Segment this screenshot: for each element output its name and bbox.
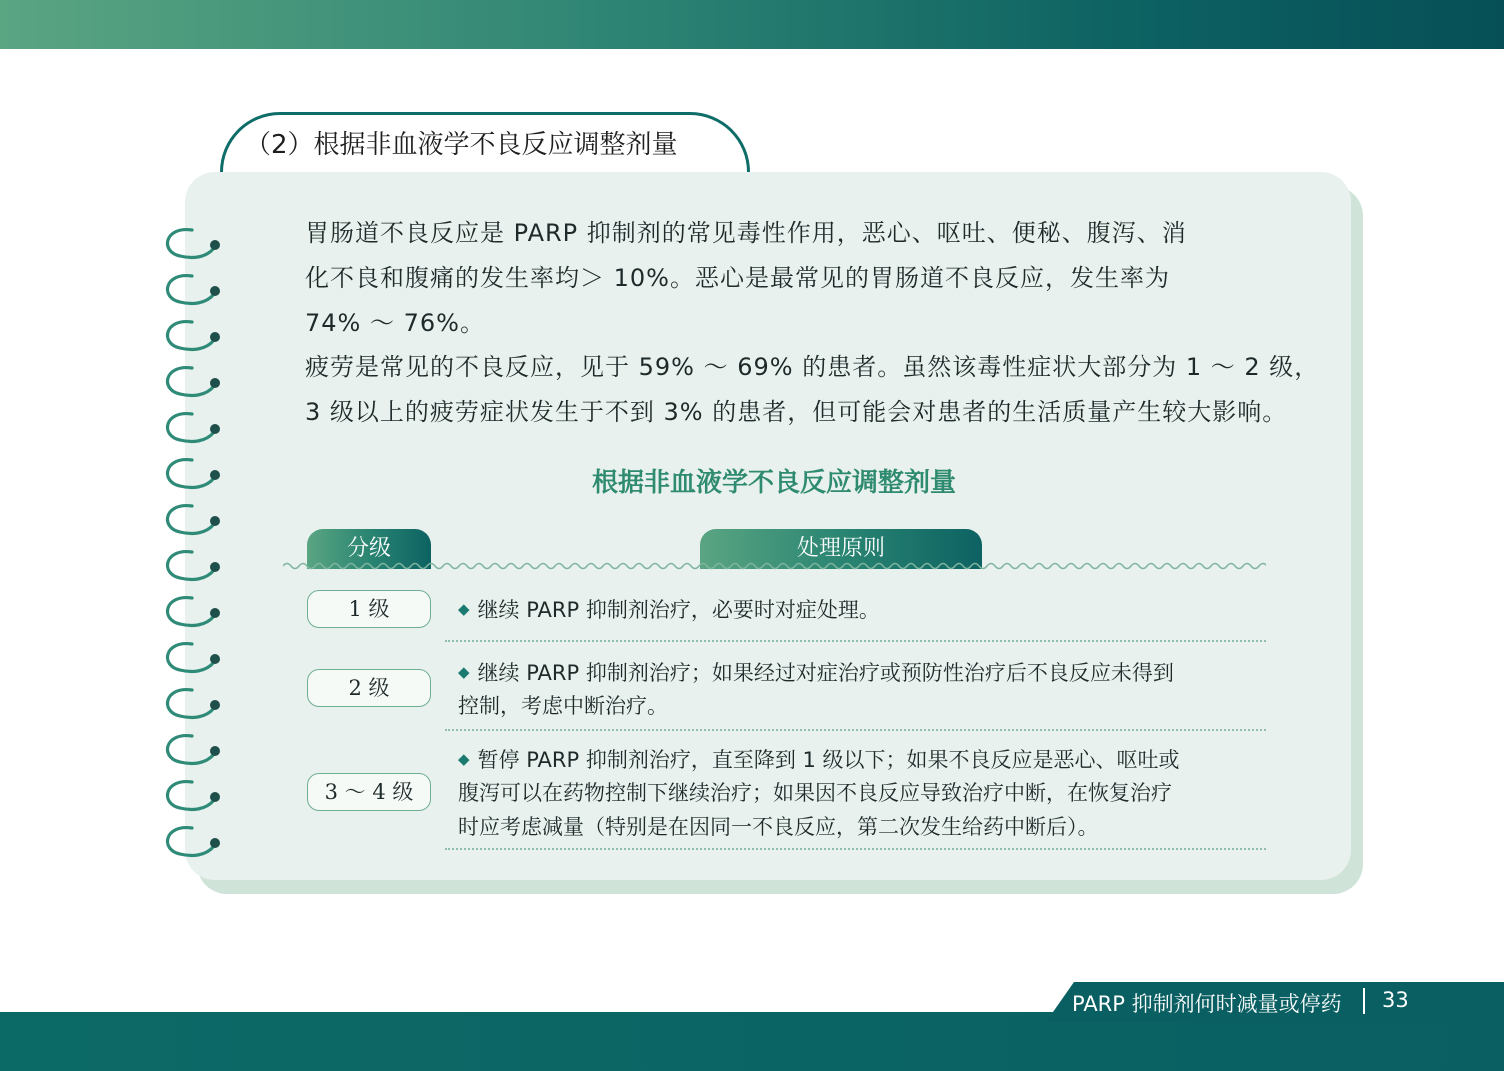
binding-ring-icon [168, 322, 221, 350]
diamond-bullet-icon: ◆ [458, 750, 470, 768]
row-2-line-1 [458, 655, 1174, 690]
binding-ring-icon [168, 598, 221, 626]
paragraph-line-4: 疲劳是常见的不良反应，见于 59% ～ 69% 的患者。虽然该毒性症状大部分为 1 ～ 2 级， [305, 353, 1320, 381]
grade-pill-2: 2 级 [307, 669, 431, 707]
row-3-text-1: 暂停 PARP 抑制剂治疗，直至降到 1 级以下；如果不良反应是恶心、呕吐或 [477, 748, 1180, 772]
spiral-binding-rings [158, 222, 228, 862]
binding-ring-icon [168, 506, 221, 534]
row-1-text-1: 继续 PARP 抑制剂治疗，必要时对症处理。 [477, 598, 880, 622]
diamond-bullet-icon: ◆ [458, 663, 470, 681]
binding-ring-icon [168, 736, 221, 764]
paragraph-line-3: 74% ～ 76%。 [305, 309, 485, 337]
paragraph-line-1: 胃肠道不良反应是 PARP 抑制剂的常见毒性作用，恶心、呕吐、便秘、腹泻、消 [305, 219, 1187, 247]
binding-ring-icon [168, 230, 221, 258]
binding-ring-icon [168, 552, 221, 580]
row-2-line-2: 控制，考虑中断治疗。 [458, 694, 668, 718]
section-title: （2）根据非血液学不良反应调整剂量 [245, 130, 678, 160]
binding-ring-icon [168, 828, 221, 856]
binding-ring-icon [168, 690, 221, 718]
header-wave-divider [283, 559, 1266, 573]
row-1-line-1 [458, 592, 880, 627]
binding-ring-icon [168, 782, 221, 810]
binding-ring-icon [168, 414, 221, 442]
paragraph-line-5: 3 级以上的疲劳症状发生于不到 3% 的患者，但可能会对患者的生活质量产生较大影响。 [305, 398, 1288, 426]
header-action: 处理原则 [700, 529, 982, 569]
row-divider [445, 640, 1266, 642]
row-divider [445, 848, 1266, 850]
row-2-text-1: 继续 PARP 抑制剂治疗；如果经过对症治疗或预防性治疗后不良反应未得到 [477, 661, 1174, 685]
row-3-line-3: 时应考虑减量（特别是在因同一不良反应，第二次发生给药中断后）。 [458, 815, 1099, 839]
binding-ring-icon [168, 368, 221, 396]
row-divider [445, 729, 1266, 731]
grade-pill-1: 1 级 [307, 590, 431, 628]
table-title: 根据非血液学不良反应调整剂量 [591, 468, 956, 498]
header-grade: 分级 [307, 529, 431, 569]
diamond-bullet-icon: ◆ [458, 600, 470, 618]
binding-ring-icon [168, 644, 221, 672]
row-3-line-1 [458, 742, 1180, 777]
grade-pill-3: 3 ～ 4 级 [307, 773, 431, 811]
footer-separator [1363, 988, 1365, 1014]
top-banner [0, 0, 1504, 49]
row-3-line-2: 腹泻可以在药物控制下继续治疗；如果因不良反应导致治疗中断，在恢复治疗 [458, 781, 1172, 805]
footer-title: PARP 抑制剂何时减量或停药 [1072, 992, 1342, 1016]
paragraph-line-2: 化不良和腹痛的发生率均＞ 10%。恶心是最常见的胃肠道不良反应，发生率为 [305, 264, 1170, 292]
page-number: 33 [1382, 988, 1409, 1012]
binding-ring-icon [168, 276, 221, 304]
